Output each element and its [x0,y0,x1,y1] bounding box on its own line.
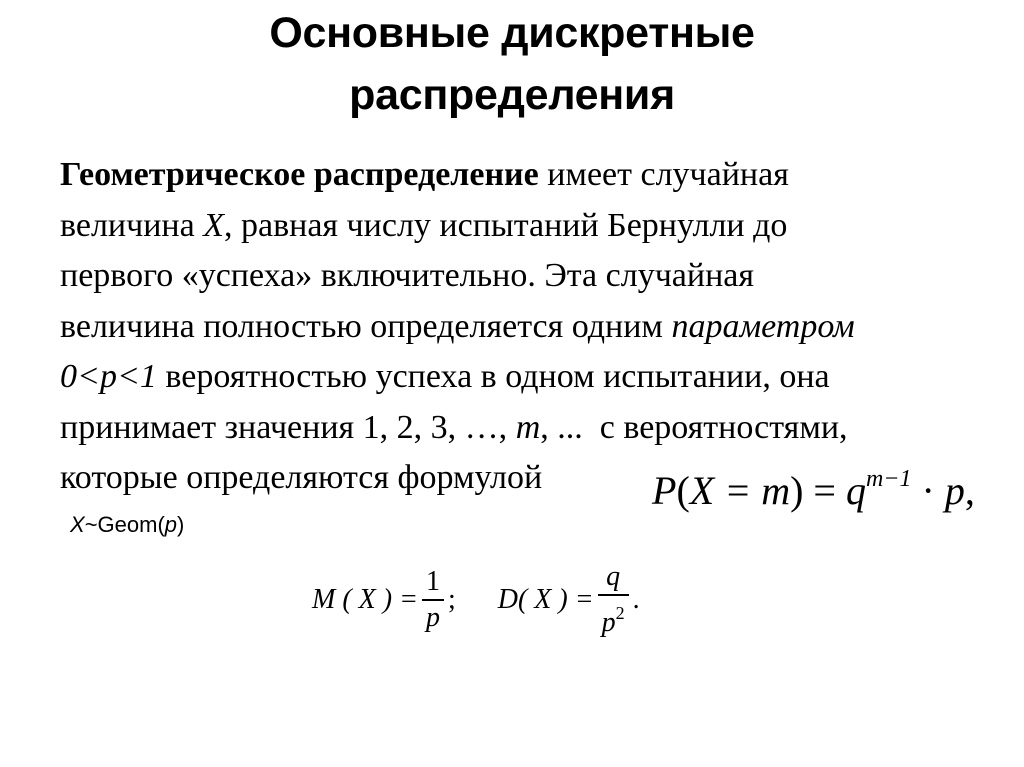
variable-m: m [515,408,541,446]
paragraph-text: с вероятностями, [582,408,848,446]
term-parameter: параметром [671,307,855,345]
paragraph-line-5 [60,352,1010,403]
variable-x: X [203,206,224,244]
formula-base-q: q [845,468,866,513]
formula-comma: , [964,468,975,513]
paragraph-text: величина полностью определяется одним [60,307,672,345]
paragraph-line-7: которые определяются формулой [60,459,543,496]
mean-lhs: M ( X ) = [312,583,418,615]
formula-dot: · [911,468,945,513]
variance-end: . [632,583,640,615]
formula-argument: X = m [689,468,791,513]
formula-equals: = [803,468,846,513]
formula-p: p [944,468,965,513]
definition-paragraph [60,150,1010,504]
paragraph-text: , равная числу испытаний Бернулли до [223,206,788,244]
formula-close-paren: ) [790,468,804,513]
distribution-notation [70,512,184,538]
notation-variable: X [70,512,85,537]
variance-numerator: q [606,561,621,592]
probability-formula [652,466,975,514]
mean-denominator: p [425,601,440,633]
paragraph-text: имеет случайная [538,156,789,193]
variance-denominator [598,596,629,640]
term-geometric-distribution: Геометрическое распределение [60,156,539,193]
variance-den-exponent: 2 [615,602,625,623]
notation-close: ) [177,512,185,537]
mean-end: ; [447,583,456,615]
variance-den-base: p [601,606,616,638]
formula-p-symbol: P [652,468,677,513]
paragraph-line-1 [60,150,1010,201]
variance-fraction [598,560,629,640]
paragraph-line-4 [60,302,1010,353]
notation-param: p [164,512,178,537]
notation-geom: ~Geom( [84,512,165,537]
paragraph-line-2 [60,201,1010,252]
paragraph-text: , ... [540,408,583,446]
mean-numerator: 1 [425,566,440,597]
title-line-2: распределения [349,71,675,119]
mean-fraction [422,565,444,635]
formula-exponent: m−1 [865,466,912,492]
parameter-range: 0<p<1 [60,358,157,395]
paragraph-text: вероятностью успеха в одном испытании, она [156,358,830,395]
paragraph-line-6 [60,403,1010,454]
paragraph-line-3: первого «успеха» включительно. Эта случайная [60,257,755,294]
paragraph-text: принимает значения 1, 2, 3, …, [60,408,516,446]
formula-open-paren: ( [676,468,690,513]
paragraph-text: величина [60,206,204,244]
moment-formulas [312,560,640,640]
variance-lhs: D( X ) = [497,583,594,615]
title-line-1: Основные дискретные [269,9,755,57]
slide-title [0,2,1024,126]
